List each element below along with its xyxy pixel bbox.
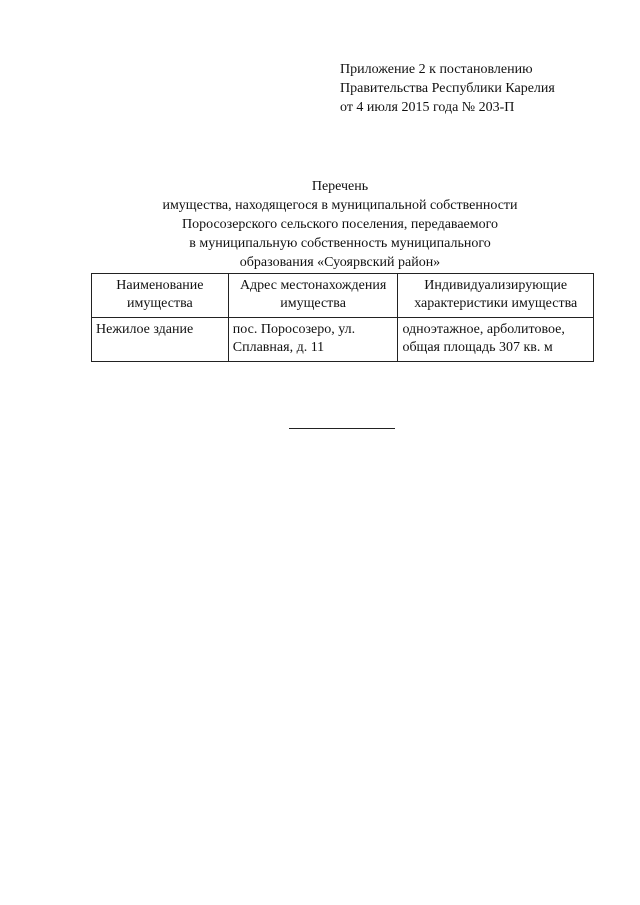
header-characteristics: Индивидуализирующие характеристики имущества: [398, 274, 594, 318]
title-line-1: имущества, находящегося в муниципальной собственности: [162, 198, 518, 213]
title-heading: Перечень: [311, 179, 369, 194]
appendix-line-3: от 4 июля 2015 года № 203-П: [340, 100, 515, 115]
table-row: [92, 318, 594, 362]
document-title: [60, 177, 620, 272]
property-table: [91, 273, 594, 362]
title-line-4: образования «Суоярвский район»: [239, 255, 441, 270]
title-line-3: в муниципальную собственность муниципального: [189, 236, 491, 251]
cell-address: пос. Поросозеро, ул. Сплавная, д. 11: [228, 318, 398, 362]
appendix-line-2: Правительства Республики Карелия: [340, 81, 555, 96]
title-line-2: Поросозерского сельского поселения, передаваемого: [181, 217, 499, 232]
table-header-row: [92, 274, 594, 318]
header-address: Адрес местонахождения имущества: [228, 274, 398, 318]
header-name: Наименование имущества: [92, 274, 229, 318]
cell-name: Нежилое здание: [92, 318, 229, 362]
appendix-header: [340, 60, 555, 117]
cell-characteristics: одноэтажное, арболитовое, общая площадь 307 кв. м: [398, 318, 594, 362]
appendix-line-1: Приложение 2 к постановлению: [340, 62, 533, 77]
end-separator-line: [289, 428, 395, 429]
